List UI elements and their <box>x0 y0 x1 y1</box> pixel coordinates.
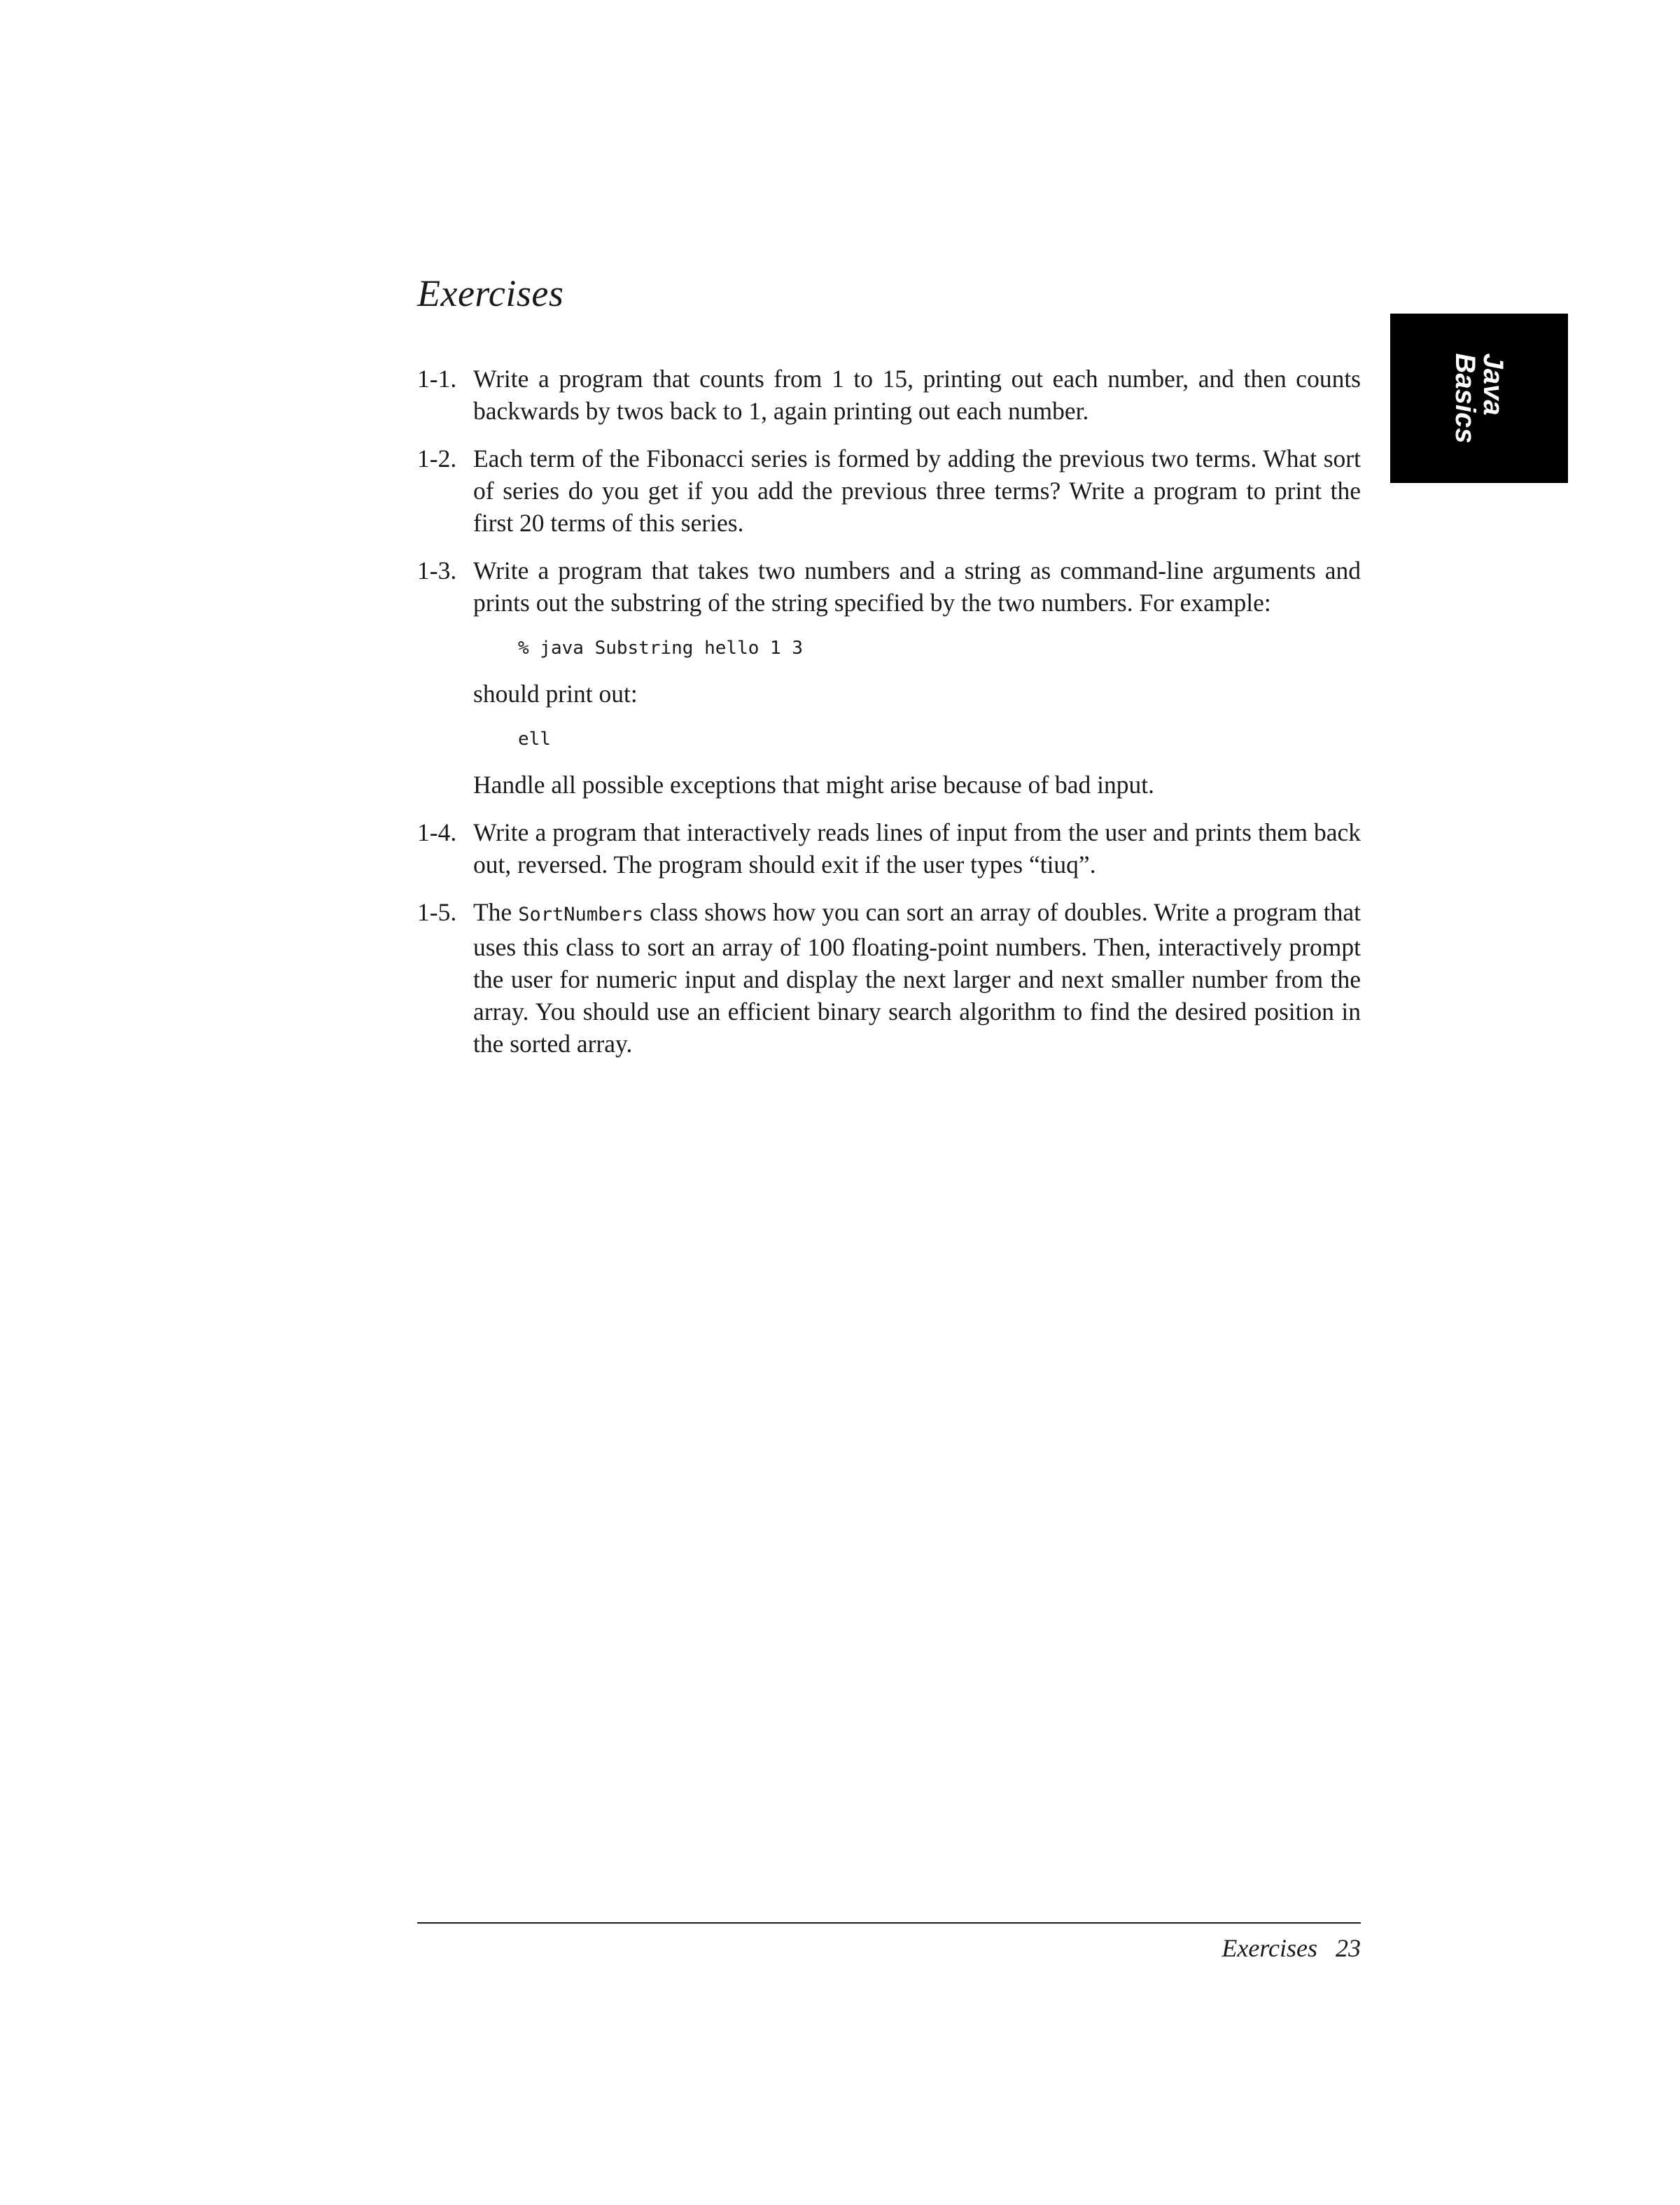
chapter-thumb-tab <box>1390 314 1568 483</box>
exercise-number: 1-1. <box>417 365 457 393</box>
exercise-number: 1-4. <box>417 818 457 846</box>
exercise-number: 1-5. <box>417 898 457 926</box>
page-number: 23 <box>1336 1934 1361 1962</box>
exercise-text: Write a program that interactively reads lines of input from the user and prints them back out, reversed. The program should exit if the user types “tiuq”. <box>473 818 1361 878</box>
inline-code-class-name: SortNumbers <box>518 904 644 925</box>
code-example-command: % java Substring hello 1 3 <box>518 638 803 659</box>
exercise-text-note: Handle all possible exceptions that might arise because of bad input. <box>473 771 1155 799</box>
exercise-text-lead: The <box>473 898 512 926</box>
thumb-tab-line-1: Java <box>1478 353 1508 416</box>
footer-rule <box>417 1922 1361 1924</box>
exercise-text-body: class shows how you can sort an array of doubles. Write a program that uses this class to sort an array of 100 floating-point numbers. Then, interactively prompt the user for numeric input and display the next larger and next smaller number from the array. You should use an efficient binary search algorithm to find the desired position in the sorted array. <box>473 898 1362 1058</box>
thumb-tab-line-2: Basics <box>1450 353 1480 444</box>
running-footer <box>1222 1933 1361 1963</box>
exercise-text: Each term of the Fibonacci series is formed by adding the previous two terms. What sort of series do you get if you add the previous three terms? Write a program to print the first 20 terms of this series. <box>473 444 1361 537</box>
exercise-list <box>417 363 1361 1075</box>
exercise-1-5 <box>417 896 1361 1060</box>
exercise-number: 1-3. <box>417 556 457 584</box>
code-example-output: ell <box>518 729 551 750</box>
exercise-1-2 <box>417 442 1361 539</box>
exercise-text: Write a program that takes two numbers and a string as command-line arguments and prints out the substring of the string specified by the two numbers. For example: <box>473 556 1361 617</box>
page-title: Exercises <box>417 272 564 314</box>
exercise-text <box>473 896 1361 1060</box>
exercise-number: 1-2. <box>417 444 457 472</box>
exercise-1-1 <box>417 363 1361 427</box>
chapter-thumb-tab-label <box>1451 354 1507 444</box>
footer-section-title: Exercises <box>1222 1934 1317 1962</box>
exercise-1-4 <box>417 816 1361 881</box>
exercise-text-continued: should print out: <box>473 680 638 708</box>
exercise-1-3 <box>417 554 1361 801</box>
exercise-text: Write a program that counts from 1 to 15, printing out each number, and then counts backwards by twos back to 1, again printing out each number. <box>473 365 1361 425</box>
